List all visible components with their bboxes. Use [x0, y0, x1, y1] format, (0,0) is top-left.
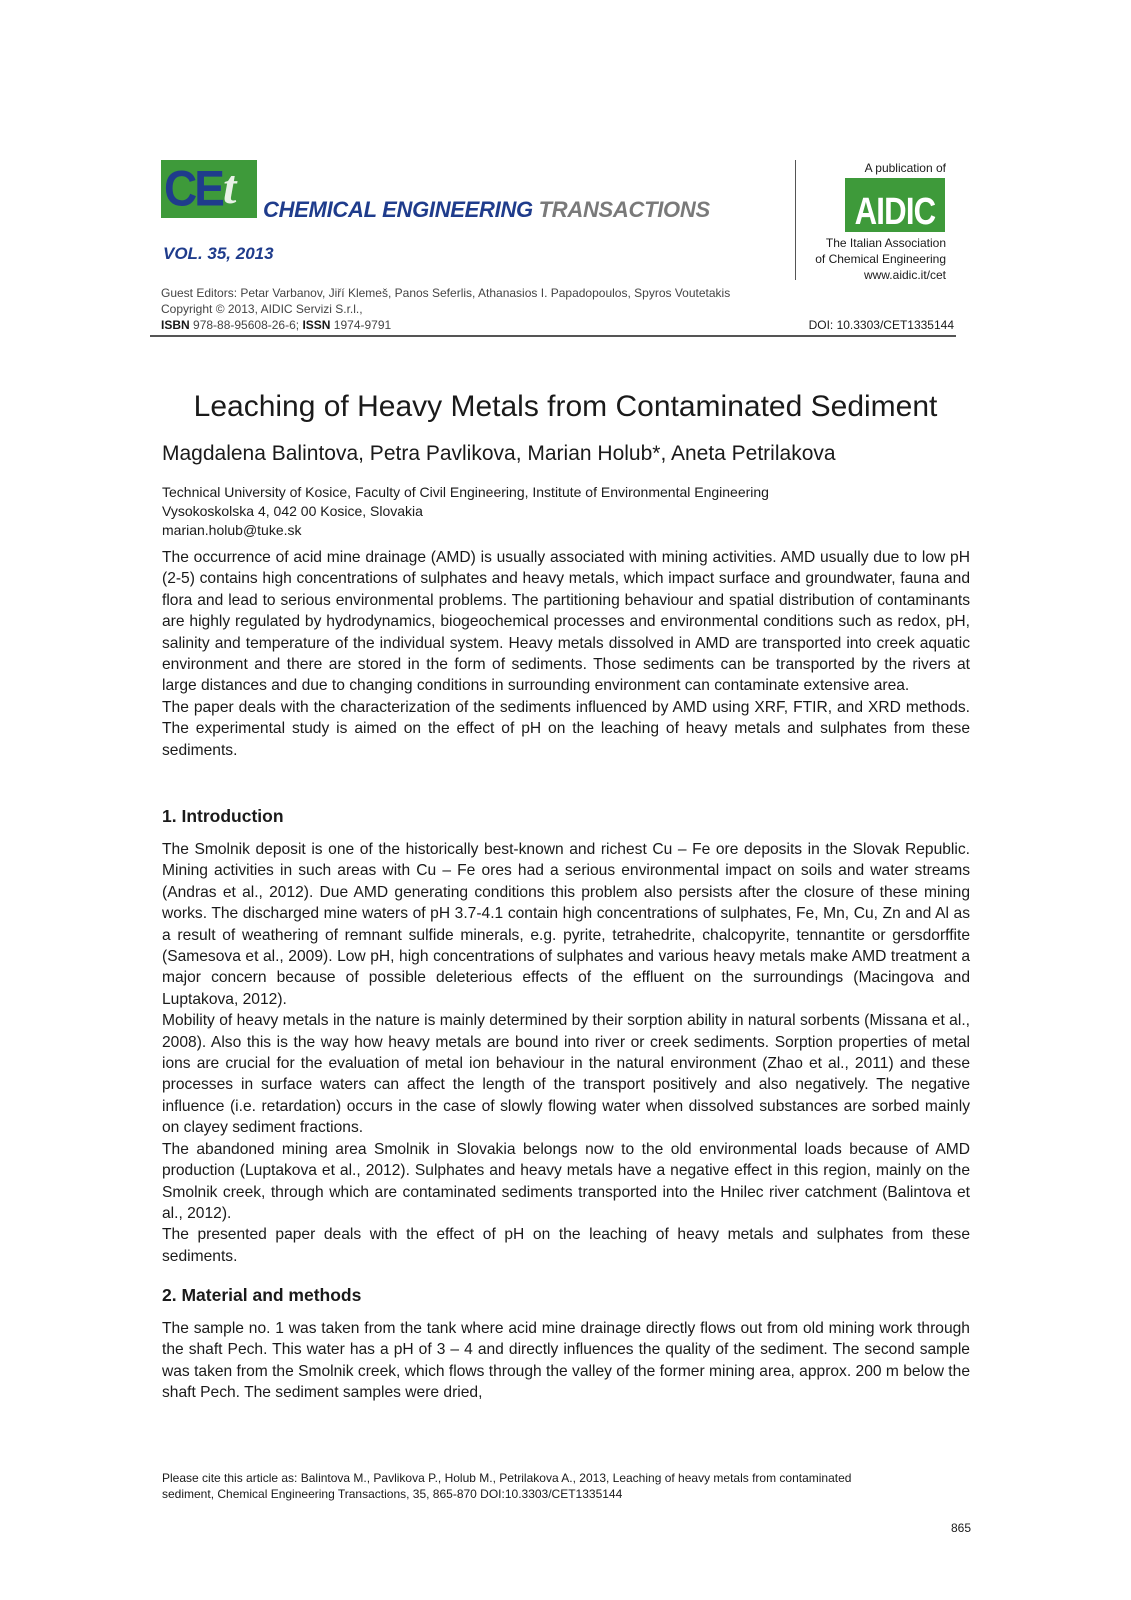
- cet-logo-t: t: [223, 161, 237, 214]
- citation-line1: Please cite this article as: Balintova M., Pavlikova P., Holub M., Petrilakova A., 2013, Leaching of heavy metals from contaminated: [162, 1471, 852, 1485]
- abstract: [162, 547, 970, 761]
- page-number: 865: [950, 1521, 971, 1535]
- issn: 1974-9791: [333, 318, 392, 332]
- isbn-label: ISBN: [161, 318, 190, 332]
- section-heading-methods: 2. Material and methods: [162, 1285, 362, 1305]
- article-title: Leaching of Heavy Metals from Contaminated Sediment: [193, 390, 938, 423]
- header-divider: [795, 160, 796, 280]
- author-email[interactable]: marian.holub@tuke.sk: [162, 522, 302, 538]
- cet-logo-ce: CE: [164, 160, 222, 217]
- citation-footer: [162, 1470, 851, 1502]
- abstract-paragraph-2: The paper deals with the characterization of the sediments influenced by AMD using XRF, FTIR, and XRD methods. The experimental study is aimed on the effect of pH on the leaching of heavy metals and sulphates from these sediments.: [162, 698, 970, 759]
- journal-name-part1: CHEMICAL ENGINEERING: [263, 197, 533, 222]
- aidic-line3[interactable]: www.aidic.it/cet: [863, 268, 946, 282]
- journal-name: [263, 197, 710, 223]
- intro-paragraph-3: The abandoned mining area Smolnik in Slovakia belongs now to the old environmental loads because of AMD production (Luptakova et al., 2012). Sulphates and heavy metals have a negative effect in this region, mainly on the Smolnik creek, through which are contaminated sediments transported into the Hnilec river catchment (Balintova et al., 2012).: [162, 1140, 970, 1222]
- isbn: 978-88-95608-26-6;: [193, 318, 300, 332]
- aidic-line1: The Italian Association: [825, 236, 946, 250]
- journal-name-part2: TRANSACTIONS: [538, 197, 710, 222]
- methods-paragraph-1: The sample no. 1 was taken from the tank where acid mine drainage directly flows out from old mining work through the shaft Pech. This water has a pH of 3 – 4 and directly influences the quality of the sediment. The second sample was taken from the Smolnik creek, which flows through the valley of the former mining area, approx. 200 m below the shaft Pech. The sediment samples were dried,: [162, 1320, 970, 1402]
- affiliation-line1: Technical University of Kosice, Faculty of Civil Engineering, Institute of Environmental Engineering: [162, 484, 769, 500]
- abstract-paragraph-1: The occurrence of acid mine drainage (AMD) is usually associated with mining activities. AMD usually due to low pH (2-5) contains high concentrations of sulphates and heavy metals, which impact surface and groundwater, fauna and flora and lead to serious environmental problems. The partitioning behaviour and spatial distribution of contaminants are highly regulated by hydrodynamics, biogeochemical processes and environmental conditions such as redox, pH, salinity and temperature of the individual system. Heavy metals dissolved in AMD are transported into creek aquatic environment and there are stored in the form of sediments. Those sediments can be transported by the rivers at large distances and due to changing conditions in surrounding environment can contaminate extensive area.: [162, 549, 970, 695]
- methods-body: [162, 1318, 970, 1404]
- intro-paragraph-4: The presented paper deals with the effect of pH on the leaching of heavy metals and sulphates from these sediments.: [162, 1226, 970, 1265]
- introduction-body: [162, 839, 970, 1267]
- editorial-info: [161, 285, 730, 333]
- intro-paragraph-1: The Smolnik deposit is one of the historically best-known and richest Cu – Fe ore deposits in the Slovak Republic. Mining activities in such areas with Cu – Fe ores had a serious environmental impact on soils and water streams (Andras et al., 2012). Due AMD generating conditions this problem also persists after the closure of these mining works. The discharged mine waters of pH 3.7-4.1 contain high concentrations of sulphates, Fe, Mn, Cu, Zn and Al as a result of weathering of remnant sulfide minerals, e.g. pyrite, tetrahedrite, chalcopyrite, tennantite or gersdorffite (Samesova et al., 2009). Low pH, high concentrations of sulphates and various heavy metals make AMD treatment a major concern because of possible deleterious effects of the effluent on the surroundings (Macingova and Luptakova, 2012).: [162, 841, 970, 1008]
- header-rule: [150, 335, 956, 337]
- copyright: Copyright © 2013, AIDIC Servizi S.r.l.,: [161, 302, 363, 316]
- aidic-logo-text: AIDIC: [854, 191, 936, 233]
- citation-line2: sediment, Chemical Engineering Transactions, 35, 865-870 DOI:10.3303/CET1335144: [162, 1487, 623, 1501]
- doi[interactable]: DOI: 10.3303/CET1335144: [808, 318, 954, 332]
- section-heading-introduction: 1. Introduction: [162, 806, 284, 826]
- publication-of: A publication of: [864, 161, 946, 175]
- isbn-issn: [161, 317, 730, 333]
- authors: Magdalena Balintova, Petra Pavlikova, Marian Holub*, Aneta Petrilakova: [162, 442, 836, 465]
- affiliation-line2: Vysokoskolska 4, 042 00 Kosice, Slovakia: [162, 503, 423, 519]
- cet-logo: [161, 160, 257, 218]
- volume: VOL. 35, 2013: [163, 244, 274, 263]
- aidic-line2: of Chemical Engineering: [815, 252, 946, 266]
- aidic-logo: [845, 178, 945, 232]
- aidic-description: [815, 235, 946, 283]
- affiliation: [162, 483, 769, 540]
- intro-paragraph-2: Mobility of heavy metals in the nature is mainly determined by their sorption ability in natural sorbents (Missana et al., 2008). Also this is the way how heavy metals are bound into river or creek sediments. Sorption properties of metal ions are crucial for the evaluation of metal ion behaviour in the natural environment (Zhao et al., 2011) and these processes in surface waters can affect the length of the transport positively and also negatively. The negative influence (i.e. retardation) occurs in the case of slowly flowing water when dissolved substances are sorbed mainly on clayey sediment fractions.: [162, 1012, 970, 1137]
- guest-editors: Guest Editors: Petar Varbanov, Jiří Klemeš, Panos Seferlis, Athanasios I. Papadopoulos, Spyros Voutetakis: [161, 286, 731, 300]
- issn-label: ISSN: [302, 318, 331, 332]
